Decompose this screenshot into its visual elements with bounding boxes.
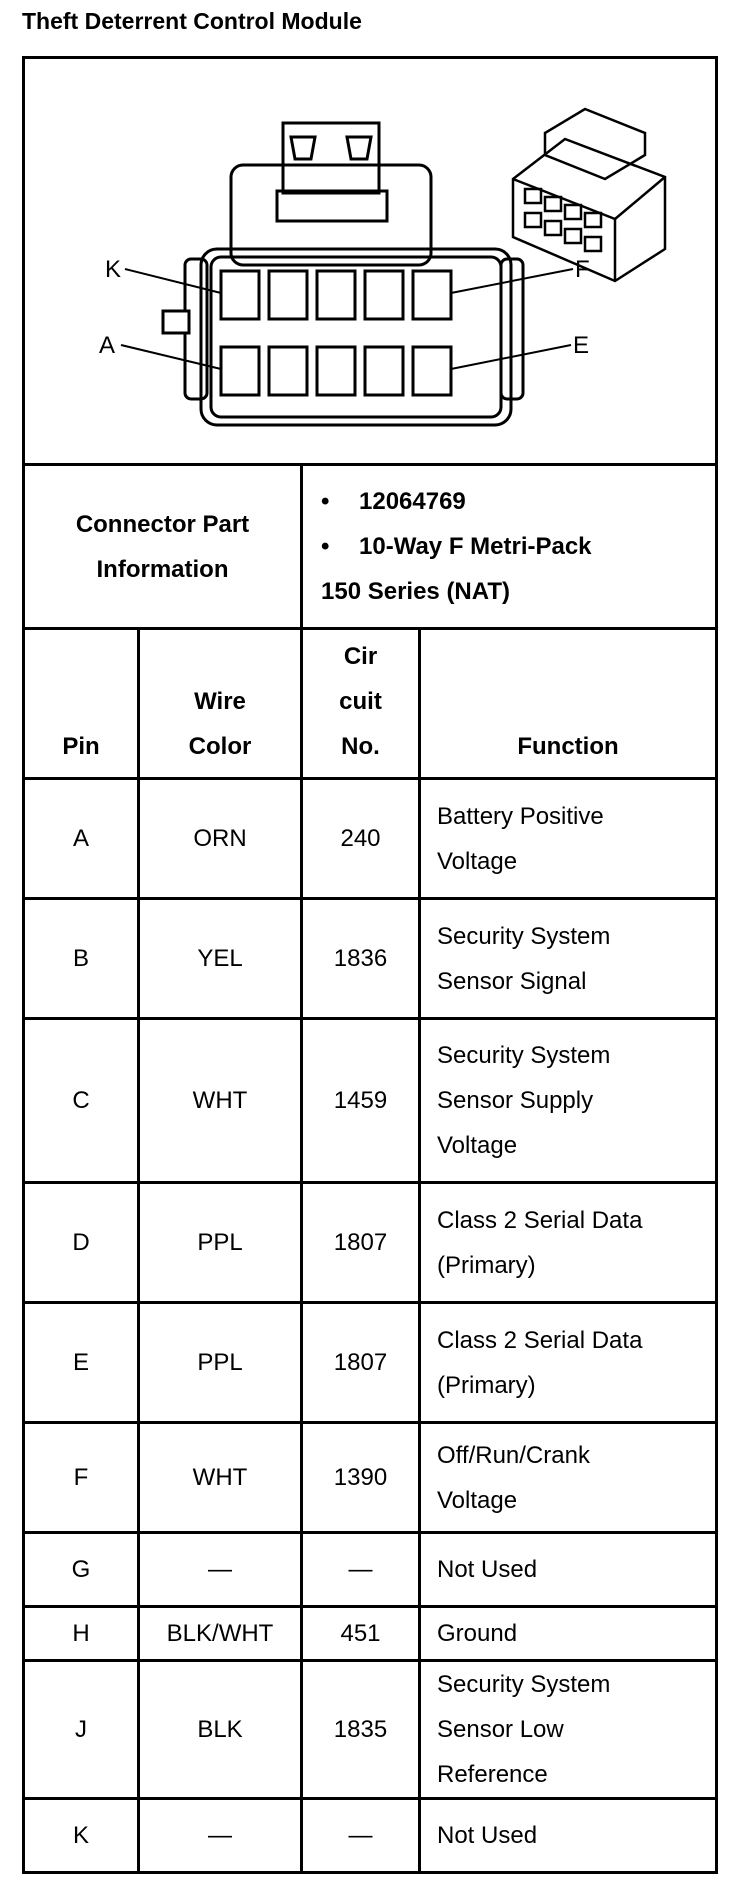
circuit-cell: 1459 <box>302 1019 420 1183</box>
header-function: Function <box>420 629 717 779</box>
pin-cell: K <box>24 1799 139 1873</box>
table-header-row <box>24 629 717 779</box>
document-title: Theft Deterrent Control Module <box>22 8 362 34</box>
wire-color-cell: PPL <box>139 1303 302 1423</box>
callout-e: E <box>573 332 590 359</box>
part-number: • 12064769 <box>321 479 715 524</box>
cpi-label-line2: Information <box>96 555 229 583</box>
wire-color-cell: YEL <box>139 899 302 1019</box>
function-cell <box>420 1183 717 1303</box>
function-line: Security System <box>437 1671 611 1698</box>
function-cell <box>420 779 717 899</box>
wire-color-cell: BLK/WHT <box>139 1607 302 1661</box>
pin-cell: F <box>24 1423 139 1533</box>
function-cell <box>420 1661 717 1799</box>
table-row <box>24 1019 717 1183</box>
pin-cavities <box>221 271 451 395</box>
callout-k: K <box>105 256 122 283</box>
pin-cell: J <box>24 1661 139 1799</box>
connector-series: 150 Series (NAT) <box>321 578 510 605</box>
function-line: Sensor Supply <box>437 1087 594 1114</box>
function-cell <box>420 1303 717 1423</box>
diagram-row <box>24 58 717 465</box>
table-row <box>24 1607 717 1661</box>
connector-type: • 10-Way F Metri-Pack <box>321 524 715 569</box>
wire-color-cell: PPL <box>139 1183 302 1303</box>
circuit-cell: — <box>302 1533 420 1607</box>
header-circuit-no: Cir cuit No. <box>302 629 420 779</box>
wire-color-cell: — <box>139 1799 302 1873</box>
wire-color-cell: WHT <box>139 1423 302 1533</box>
wire-color-cell: ORN <box>139 779 302 899</box>
function-line: (Primary) <box>437 1371 536 1399</box>
table-row <box>24 779 717 899</box>
circuit-cell: — <box>302 1799 420 1873</box>
callout-f: F <box>575 256 590 283</box>
pin-cell: B <box>24 899 139 1019</box>
function-line: Class 2 Serial Data <box>437 1326 643 1354</box>
table-row <box>24 1303 717 1423</box>
callout-a: A <box>99 332 116 359</box>
function-line: Sensor Low <box>437 1716 564 1743</box>
function-line: Sensor Signal <box>437 967 587 995</box>
function-cell <box>420 1423 717 1533</box>
pin-cell: A <box>24 779 139 899</box>
function-line: Voltage <box>437 847 518 875</box>
function-cell <box>420 899 717 1019</box>
wire-color-cell: — <box>139 1533 302 1607</box>
function-line: Class 2 Serial Data <box>437 1206 643 1234</box>
function-cell <box>420 1019 717 1183</box>
function-line: Reference <box>437 1761 548 1788</box>
header-wire-color: Wire Color <box>139 629 302 779</box>
connector-part-info-row <box>24 465 717 629</box>
table-row <box>24 899 717 1019</box>
circuit-cell: 1390 <box>302 1423 420 1533</box>
circuit-cell: 1835 <box>302 1661 420 1799</box>
function-line: Security System <box>437 1042 611 1069</box>
wire-color-cell: WHT <box>139 1019 302 1183</box>
pin-cell: E <box>24 1303 139 1423</box>
wire-color-cell: BLK <box>139 1661 302 1799</box>
circuit-cell: 451 <box>302 1607 420 1661</box>
function-line: Security System <box>437 922 611 950</box>
connector-pinout-table <box>22 56 718 1874</box>
pin-cell: G <box>24 1533 139 1607</box>
pin-cell: D <box>24 1183 139 1303</box>
circuit-cell: 1807 <box>302 1303 420 1423</box>
pin-cell: H <box>24 1607 139 1661</box>
function-line: Off/Run/Crank <box>437 1441 590 1469</box>
circuit-cell: 240 <box>302 779 420 899</box>
circuit-cell: 1836 <box>302 899 420 1019</box>
function-line: Not Used <box>437 1556 538 1583</box>
function-line: Ground <box>437 1620 518 1647</box>
connector-part-info-value <box>302 465 717 629</box>
function-line: (Primary) <box>437 1251 536 1279</box>
connector-diagram <box>24 58 717 465</box>
function-cell <box>420 1799 717 1873</box>
connector-diagram-svg <box>25 59 718 463</box>
table-row <box>24 1423 717 1533</box>
table-row <box>24 1799 717 1873</box>
function-line: Voltage <box>437 1486 518 1514</box>
table-row <box>24 1183 717 1303</box>
function-cell <box>420 1607 717 1661</box>
table-row <box>24 1533 717 1607</box>
function-line: Battery Positive <box>437 802 604 830</box>
function-line: Not Used <box>437 1822 538 1849</box>
cpi-label-line1: Connector Part <box>75 510 250 538</box>
connector-part-info-label <box>24 465 302 629</box>
connector-latch-tab <box>277 191 387 221</box>
table-row <box>24 1661 717 1799</box>
function-line: Voltage <box>437 1132 518 1159</box>
function-cell <box>420 1533 717 1607</box>
header-pin: Pin <box>24 629 139 779</box>
circuit-cell: 1807 <box>302 1183 420 1303</box>
pin-cell: C <box>24 1019 139 1183</box>
